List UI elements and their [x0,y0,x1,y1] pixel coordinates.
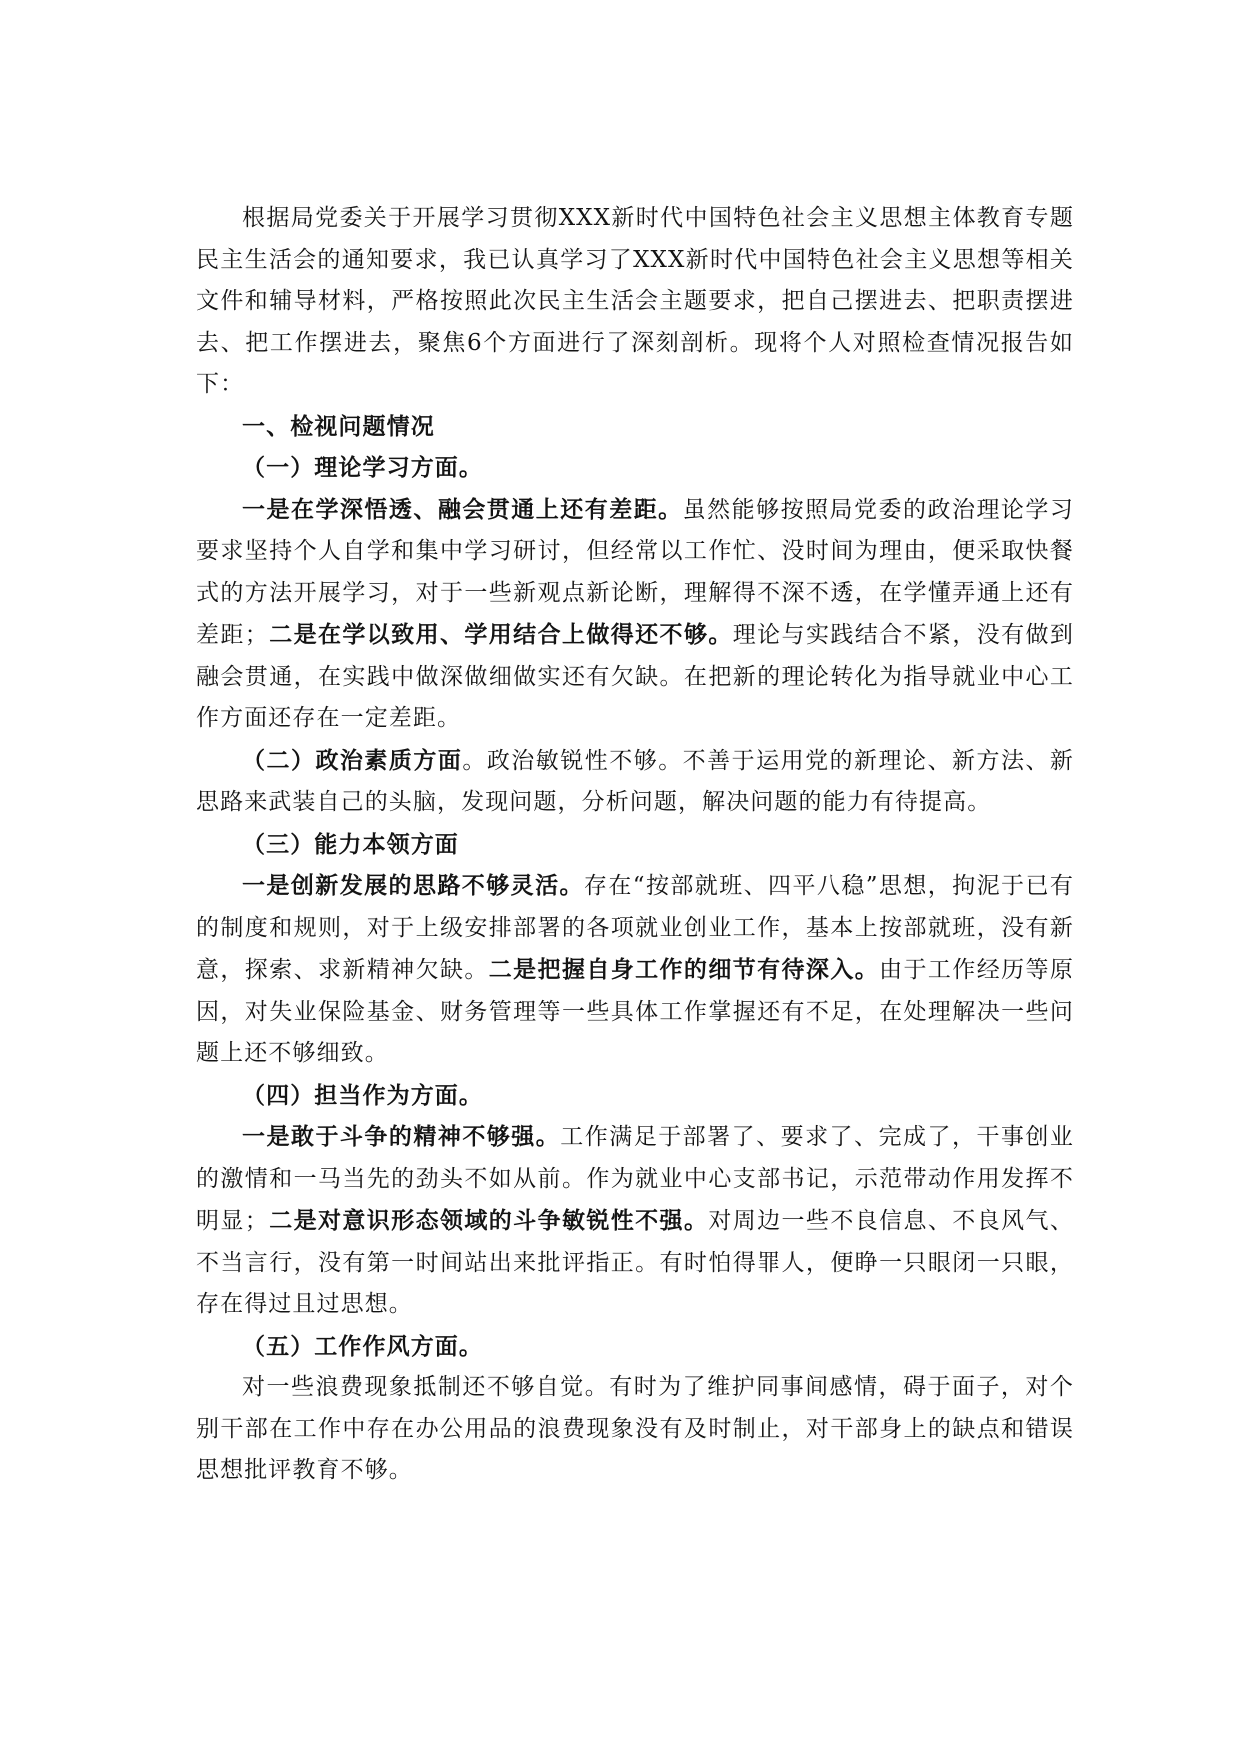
lead-phrase: 二是在学以致用、学用结合上做得还不够。 [268,621,733,648]
paragraph-responsibility [196,1116,1074,1326]
section-heading-review-issues: 一、检视问题情况 [242,412,435,440]
paragraph-theory-study [196,489,1074,740]
subheading-political-quality: （二）政治素质方面 [242,746,463,774]
body-text: 工作满足于部署了、要求了、完成了，干事创业的激情和一马当先的劲头不如从前。作为就业中心支部书记，示范带动作用发挥不明显； [196,1124,1074,1234]
subheading-work-style: （五）工作作风方面。 [242,1332,483,1360]
subheading-ability: （三）能力本领方面 [242,830,459,858]
paragraph-work-style: 对一些浪费现象抵制还不够自觉。有时为了维护同事间感情，碍于面子，对个别干部在工作中存在办公用品的浪费现象没有及时制止，对干部身上的缺点和错误思想批评教育不够。 [196,1374,1074,1483]
paragraph-ability [196,865,1074,1075]
body-text: 虽然能够按照局党委的政治理论学习要求坚持个人自学和集中学习研讨，但经常以工作忙、没时间为理由，便采取快餐式的方法开展学习，对于一些新观点新论断，理解得不深不透，在学懂弄通上还有差距； [196,496,1074,648]
subheading-theory-study: （一）理论学习方面。 [242,454,483,481]
lead-phrase: 二是把握自身工作的细节有待深入。 [488,956,880,983]
subheading-responsibility: （四）担当作为方面。 [242,1081,483,1109]
body-text: 存在“按部就班、四平八稳”思想，拘泥于已有的制度和规则，对于上级安排部署的各项就业创业工作，基本上按部就班，没有新意，探索、求新精神欠缺。 [196,873,1074,983]
lead-phrase: 二是对意识形态领域的斗争敏锐性不强。 [268,1207,709,1234]
lead-phrase: 一是敢于斗争的精神不够强。 [242,1123,561,1150]
lead-phrase: 一是创新发展的思路不够灵活。 [242,872,584,899]
body-text: 由于工作经历等原因，对失业保险基金、财务管理等一些具体工作掌握还有不足，在处理解决一些问题上还不够细致。 [196,957,1074,1066]
document-page [196,198,1074,1492]
body-text: 理论与实践结合不紧，没有做到融会贯通，在实践中做深做细做实还有欠缺。在把新的理论转化为指导就业中心工作方面还存在一定差距。 [196,622,1075,731]
body-text: 。政治敏锐性不够。不善于运用党的新理论、新方法、新思路来武装自己的头脑，发现问题，分析问题，解决问题的能力有待提高。 [196,747,1075,815]
body-text: 对周边一些不良信息、不良风气、不当言行，没有第一时间站出来批评指正。有时怕得罪人，便睁一只眼闭一只眼，存在得过且过思想。 [196,1208,1074,1317]
intro-paragraph: 根据局党委关于开展学习贯彻XXX新时代中国特色社会主义思想主体教育专题民主生活会的通知要求，我已认真学习了XXX新时代中国特色社会主义思想等相关文件和辅导材料，严格按照此次民主生活会主题要求，把自己摆进去、把职责摆进去、把工作摆进去，聚焦6个方面进行了深刻剖析。现将个人对照检查情况报告如下： [196,205,1074,397]
lead-phrase: 一是在学深悟透、融会贯通上还有差距。 [242,495,683,523]
paragraph-political-quality [196,740,1074,824]
